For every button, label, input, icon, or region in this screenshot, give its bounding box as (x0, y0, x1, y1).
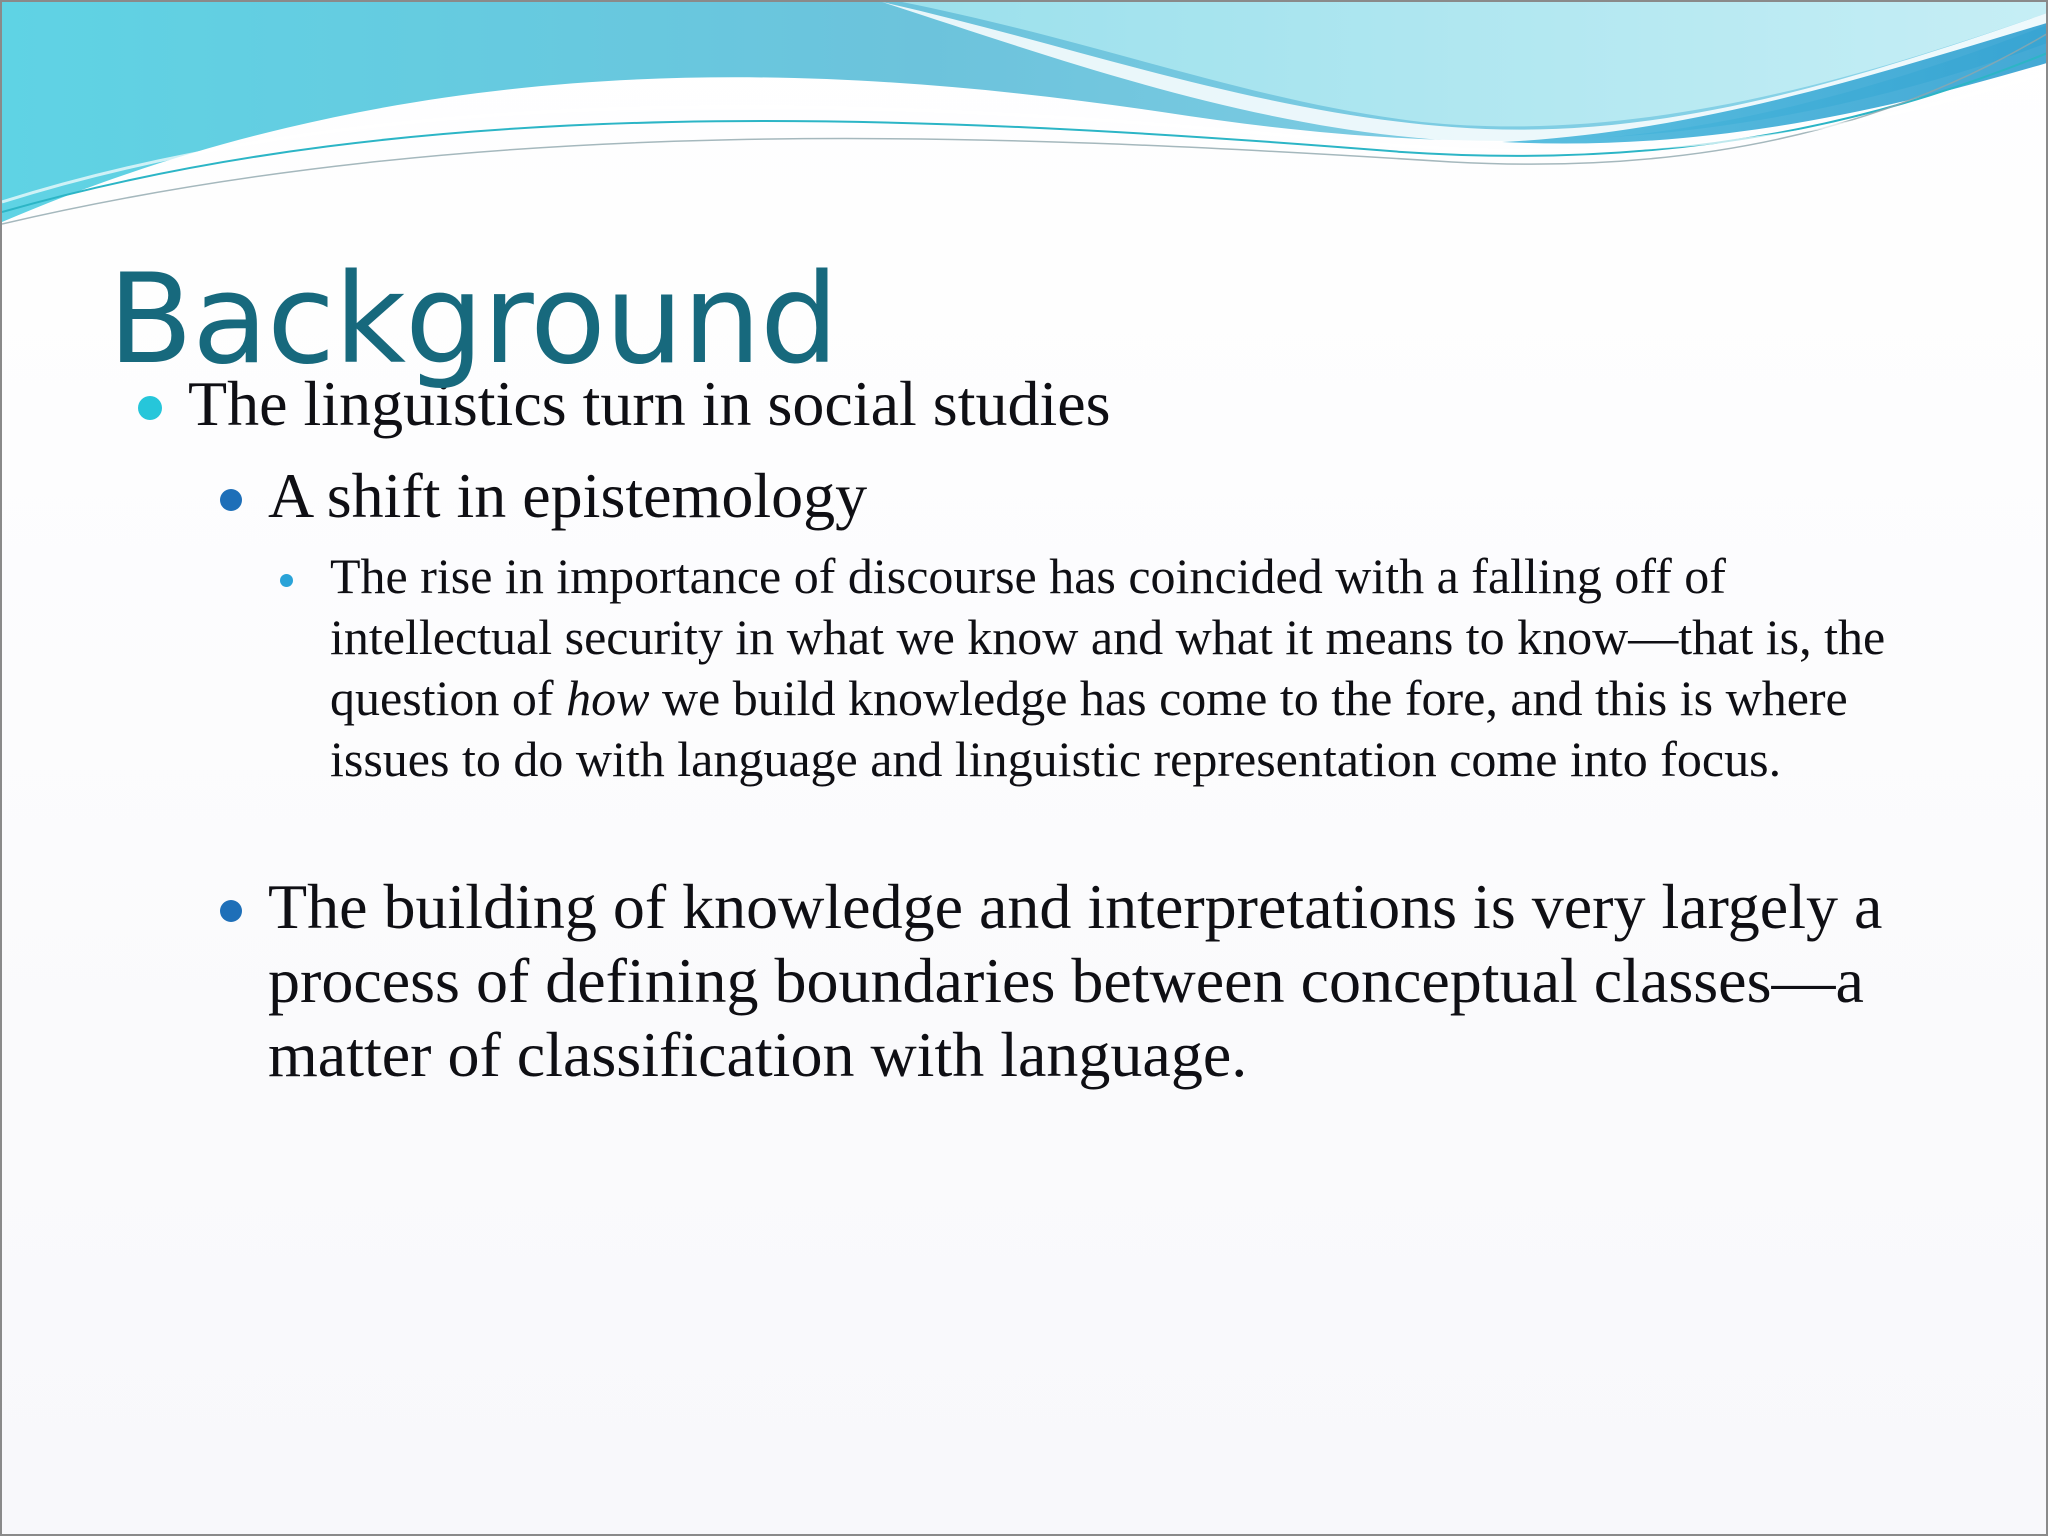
bullet-text-after: we build knowledge has come to the fore, and this is where issues to do with language and linguistic representation come into focus. (330, 670, 1848, 787)
slide-title: Background (108, 248, 838, 392)
bullet-text-emphasis: how (566, 670, 650, 726)
bullet-text: The building of knowledge and interpretations is very largely a process of defining boundaries between conceptual classes—a matter of classification with language. (268, 871, 1883, 1090)
bullet-level2 (268, 456, 867, 536)
bullet-text-before: The rise in importance of discourse has coincided with a falling off of intellectual security in what we know and what it means to know—that is, the question of (330, 548, 1886, 726)
bullet-dot-icon (138, 396, 162, 420)
bullet-dot-icon (220, 900, 242, 922)
bullet-text: A shift in epistemology (268, 460, 868, 531)
bullet-level2 (268, 870, 1888, 1092)
bullet-dot-icon (280, 574, 293, 587)
bullet-level3 (330, 546, 1940, 790)
bullet-text: The linguistics turn in social studies (188, 368, 1111, 439)
header-wave-decoration (2, 2, 2048, 242)
bullet-dot-icon (220, 489, 242, 511)
